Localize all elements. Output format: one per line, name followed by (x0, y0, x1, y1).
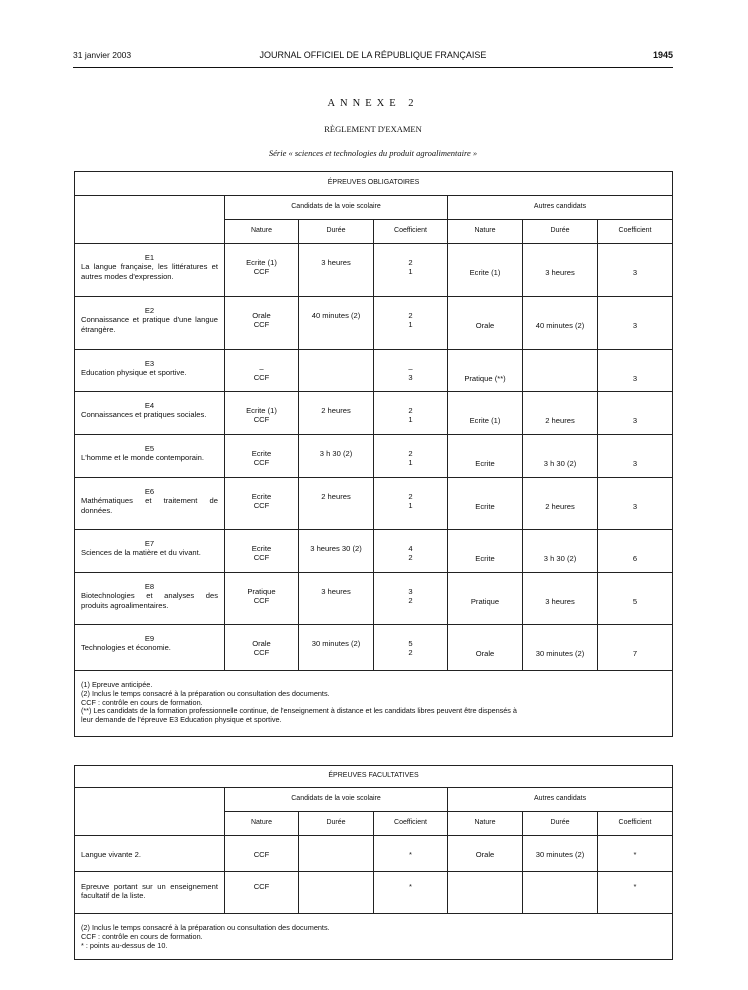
scolaire-group-header: Candidats de la voie scolaire (225, 788, 448, 812)
coef-cell: 2 1 (374, 435, 448, 478)
col-coefficient: Coefficient (374, 220, 448, 244)
coef-cell: 2 1 (374, 392, 448, 435)
other-duree-cell (523, 872, 598, 914)
exam-cell (75, 392, 225, 435)
other-coef-cell: 3 (598, 244, 673, 297)
table-row (75, 478, 673, 530)
header-rule (73, 67, 673, 68)
coef-cell: 2 1 (374, 297, 448, 350)
autres-group-header: Autres candidats (448, 788, 673, 812)
exam-label: Mathématiques et traitement de données. (81, 496, 218, 515)
mandatory-notes (75, 671, 673, 737)
other-nature-cell: Orale (448, 625, 523, 671)
exam-code: E6 (144, 487, 155, 496)
other-coef-cell: 3 (598, 435, 673, 478)
col-duree: Durée (523, 812, 598, 836)
other-coef-cell: 6 (598, 530, 673, 573)
duree-cell: 30 minutes (2) (299, 625, 374, 671)
nature-cell: Orale CCF (225, 297, 299, 350)
other-nature-cell: Ecrite (1) (448, 392, 523, 435)
other-nature-cell: Ecrite (448, 435, 523, 478)
optional-exam-label: Langue vivante 2. (75, 836, 225, 872)
coef-cell: 4 2 (374, 530, 448, 573)
exam-code: E8 (144, 582, 155, 591)
duree-cell (299, 836, 374, 872)
nature-cell: Orale CCF (225, 625, 299, 671)
other-duree-cell (523, 350, 598, 392)
serie-subtitle: Série « sciences et technologies du produit agroalimentaire » (268, 148, 478, 158)
other-coef-cell: 5 (598, 573, 673, 625)
note-line: (2) Inclus le temps consacré à la préparation ou consultation des documents. (81, 688, 330, 698)
exam-code: E4 (144, 401, 155, 410)
table-row (75, 625, 673, 671)
coef-cell: 2 1 (374, 478, 448, 530)
optional-title: ÉPREUVES FACULTATIVES (75, 766, 673, 788)
nature-cell: – CCF (225, 350, 299, 392)
other-coef-cell: 3 (598, 478, 673, 530)
exam-code: E3 (144, 359, 155, 368)
other-coef-cell: * (598, 872, 673, 914)
col-nature: Nature (448, 220, 523, 244)
note-line: (**) Les candidats de la formation professionnelle continue, de l'enseignement à distance et les candidats libres peuvent être dispensés à (81, 706, 517, 716)
autres-group-header: Autres candidats (448, 196, 673, 220)
duree-cell: 2 heures (299, 478, 374, 530)
exam-cell (75, 573, 225, 625)
duree-cell (299, 872, 374, 914)
duree-cell: 3 heures (299, 244, 374, 297)
table-row (75, 350, 673, 392)
exam-label: Biotechnologies et analyses des produits agroalimentaires. (81, 591, 218, 610)
other-coef-cell: * (598, 836, 673, 872)
annex-title: ANNEXE 2 (327, 98, 419, 109)
exam-cell (75, 297, 225, 350)
other-nature-cell: Ecrite (448, 478, 523, 530)
exam-label: Connaissance et pratique d'une langue étrangère. (81, 315, 218, 334)
other-duree-cell: 40 minutes (2) (523, 297, 598, 350)
other-duree-cell: 30 minutes (2) (523, 836, 598, 872)
nature-cell: Ecrite (1) CCF (225, 392, 299, 435)
note-line: leur demande de l'épreuve E3 Education physique et sportive. (81, 715, 282, 724)
col-coefficient: Coefficient (374, 812, 448, 836)
other-coef-cell: 3 (598, 297, 673, 350)
table-row (75, 244, 673, 297)
note-line: CCF : contrôle en cours de formation. (81, 931, 203, 941)
optional-notes (75, 914, 673, 960)
exam-label: Education physique et sportive. (81, 368, 187, 378)
exam-cell (75, 350, 225, 392)
coef-cell: * (374, 836, 448, 872)
exam-label: La langue française, les littératures et autres modes d'expression. (81, 262, 218, 281)
other-nature-cell: Pratique (**) (448, 350, 523, 392)
note-line: CCF : contrôle en cours de formation. (81, 697, 203, 707)
col-nature: Nature (225, 220, 299, 244)
note-line: (2) Inclus le temps consacré à la préparation ou consultation des documents. (81, 923, 330, 932)
table-row (75, 435, 673, 478)
exam-code: E7 (144, 539, 155, 548)
corner-cell (75, 788, 225, 812)
table-row (75, 573, 673, 625)
note-line: * : points au-dessus de 10. (81, 940, 168, 950)
table-row (75, 872, 673, 914)
exam-code: E1 (144, 253, 155, 262)
exam-label: Connaissances et pratiques sociales. (81, 410, 207, 420)
col-coefficient: Coefficient (598, 812, 673, 836)
table-row (75, 297, 673, 350)
other-nature-cell: Ecrite (1) (448, 244, 523, 297)
exam-cell (75, 478, 225, 530)
duree-cell (299, 350, 374, 392)
nature-cell: Ecrite CCF (225, 478, 299, 530)
other-duree-cell: 3 h 30 (2) (523, 435, 598, 478)
corner-cell (75, 220, 225, 244)
col-duree: Durée (299, 812, 374, 836)
nature-cell: Ecrite CCF (225, 530, 299, 573)
other-nature-cell (448, 872, 523, 914)
other-duree-cell: 30 minutes (2) (523, 625, 598, 671)
exam-code: E9 (144, 634, 155, 643)
other-coef-cell: 3 (598, 392, 673, 435)
other-duree-cell: 3 heures (523, 244, 598, 297)
duree-cell: 40 minutes (2) (299, 297, 374, 350)
other-duree-cell: 2 heures (523, 478, 598, 530)
table-row (75, 530, 673, 573)
col-duree: Durée (299, 220, 374, 244)
other-nature-cell: Orale (448, 297, 523, 350)
col-coefficient: Coefficient (598, 220, 673, 244)
table-row (75, 836, 673, 872)
nature-cell: Pratique CCF (225, 573, 299, 625)
col-nature: Nature (225, 812, 299, 836)
scolaire-group-header: Candidats de la voie scolaire (225, 196, 448, 220)
other-duree-cell: 2 heures (523, 392, 598, 435)
exam-label: Technologies et économie. (81, 643, 171, 653)
mandatory-title: ÉPREUVES OBLIGATOIRES (75, 172, 673, 196)
page-header (73, 50, 673, 64)
nature-cell: Ecrite CCF (225, 435, 299, 478)
coef-cell: 3 2 (374, 573, 448, 625)
other-nature-cell: Ecrite (448, 530, 523, 573)
exam-cell (75, 625, 225, 671)
col-nature: Nature (448, 812, 523, 836)
table-row (75, 392, 673, 435)
coef-cell: – 3 (374, 350, 448, 392)
note-line: (1) Epreuve anticipée. (81, 680, 153, 689)
header-date: 31 janvier 2003 (73, 50, 132, 60)
optional-exam-label: Epreuve portant sur un enseignement facultatif de la liste. (75, 872, 225, 914)
exam-code: E2 (144, 306, 155, 315)
exam-label: Sciences de la matière et du vivant. (81, 548, 201, 558)
nature-cell: CCF (225, 872, 299, 914)
other-coef-cell: 7 (598, 625, 673, 671)
nature-cell: Ecrite (1) CCF (225, 244, 299, 297)
duree-cell: 3 heures 30 (2) (299, 530, 374, 573)
nature-cell: CCF (225, 836, 299, 872)
exam-cell (75, 435, 225, 478)
header-journal-title: JOURNAL OFFICIEL DE LA RÉPUBLIQUE FRANÇAISE (259, 50, 487, 60)
corner-cell (75, 196, 225, 220)
mandatory-exams-table (74, 171, 673, 737)
exam-cell (75, 244, 225, 297)
other-nature-cell: Orale (448, 836, 523, 872)
exam-code: E5 (144, 444, 155, 453)
coef-cell: 2 1 (374, 244, 448, 297)
regulation-title: RÈGLEMENT D'EXAMEN (324, 124, 422, 134)
optional-exams-table (74, 765, 673, 960)
coef-cell: 5 2 (374, 625, 448, 671)
other-nature-cell: Pratique (448, 573, 523, 625)
other-duree-cell: 3 h 30 (2) (523, 530, 598, 573)
coef-cell: * (374, 872, 448, 914)
col-duree: Durée (523, 220, 598, 244)
corner-cell (75, 812, 225, 836)
exam-cell (75, 530, 225, 573)
exam-label: L'homme et le monde contemporain. (81, 453, 205, 463)
duree-cell: 3 h 30 (2) (299, 435, 374, 478)
header-page-number: 1945 (652, 50, 673, 60)
other-duree-cell: 3 heures (523, 573, 598, 625)
duree-cell: 2 heures (299, 392, 374, 435)
other-coef-cell: 3 (598, 350, 673, 392)
duree-cell: 3 heures (299, 573, 374, 625)
